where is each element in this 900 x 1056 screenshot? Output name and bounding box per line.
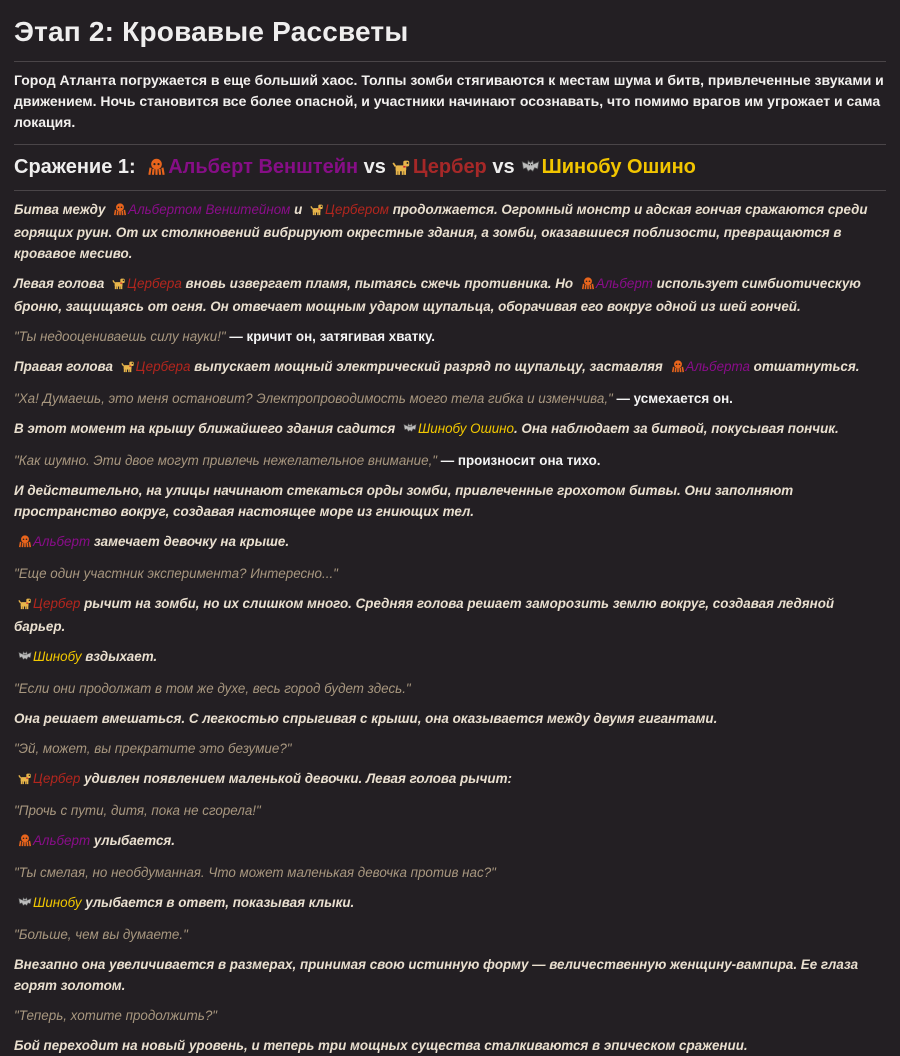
- dog-icon: [310, 201, 324, 222]
- fighter-cerberus: Цербер: [412, 156, 487, 178]
- story-paragraph: [14, 531, 886, 554]
- story-paragraph: [14, 768, 886, 791]
- dog-icon: [121, 358, 135, 379]
- octopus-icon: [113, 201, 127, 222]
- narration-text: . Она наблюдает за битвой, покусывая пончик.: [513, 421, 839, 436]
- fighter-shinobu: Шинобу Ошино: [541, 156, 696, 178]
- bat-icon: [521, 156, 540, 184]
- battle-label: Сражение 1:: [14, 156, 136, 178]
- narration-text: и: [290, 202, 306, 217]
- page-title: Этап 2: Кровавые Рассветы: [14, 16, 409, 47]
- story-paragraph: [14, 273, 886, 317]
- octopus-icon: [147, 156, 166, 184]
- narration-text: И действительно, на улицы начинают стекаться орды зомби, привлеченные грохотом битвы. Они заполняют пространство вокруг, создавая настоящее море из гниющих тел.: [14, 483, 794, 519]
- narration-text: удивлен появлением маленькой девочки. Левая голова рычит:: [80, 771, 512, 786]
- dialogue-quote: "Прочь с пути, дитя, пока не сгорела!": [14, 803, 261, 818]
- bat-icon: [18, 648, 32, 669]
- narration-text: Она решает вмешаться. С легкостью спрыгивая с крыши, она оказывается между двумя гигантами.: [14, 711, 718, 726]
- intro-paragraph: Город Атланта погружается в еще больший хаос. Толпы зомби стягиваются к местам шума и битв, привлеченные звуками и движением. Ночь становится все более опасной, и участники начинают осознавать, что помимо врагов им угрожает и сама локация.: [14, 72, 884, 130]
- story-paragraph: [14, 480, 886, 522]
- bat-icon: [403, 420, 417, 441]
- octopus-icon: [18, 832, 32, 853]
- story: [14, 199, 886, 1056]
- story-paragraph: [14, 593, 886, 637]
- vs-label: vs: [492, 156, 515, 178]
- octopus-icon: [18, 533, 32, 554]
- narration-text: Правая голова: [14, 359, 117, 374]
- story-paragraph: [14, 450, 886, 471]
- dog-icon: [112, 275, 126, 296]
- octopus-icon: [581, 275, 595, 296]
- dialogue-quote: "Теперь, хотите продолжить?": [14, 1008, 218, 1023]
- speech-tag: — усмехается он.: [612, 391, 733, 406]
- character-name-shinobu: Шинобу Ошино: [417, 421, 514, 436]
- dialogue-quote: "Ты смелая, но необдуманная. Что может маленькая девочка против нас?": [14, 865, 496, 880]
- dog-icon: [392, 156, 411, 184]
- character-name-albert: Альберт: [33, 833, 91, 848]
- dialogue-quote: "Ха! Думаешь, это меня остановит? Электропроводимость моего тела гибка и изменчива,": [14, 391, 613, 406]
- dialogue-quote: "Если они продолжат в том же духе, весь город будет здесь.": [14, 681, 411, 696]
- story-paragraph: [14, 418, 886, 441]
- character-name-cerberus: Цербером: [324, 202, 389, 217]
- story-paragraph: [14, 646, 886, 669]
- story-paragraph: [14, 388, 886, 409]
- narration-text: замечает девочку на крыше.: [90, 534, 290, 549]
- divider: [14, 144, 886, 145]
- dialogue-quote: "Еще один участник эксперимента? Интересно...": [14, 566, 338, 581]
- narration-text: улыбается.: [90, 833, 176, 848]
- story-paragraph: [14, 862, 886, 883]
- character-name-albert: Альберта: [685, 359, 750, 374]
- narration-text: продолжается. Огромный монстр и адская гончая сражаются среди горящих руин. От их столкновений вибрируют окрестные здания, а зомби, оказавшиеся поблизости, превращаются в кровавое месиво.: [14, 202, 868, 261]
- story-paragraph: [14, 1035, 886, 1056]
- speech-tag: — произносит она тихо.: [437, 453, 601, 468]
- narration-text: Внезапно она увеличивается в размерах, принимая свою истинную форму — величественную женщину-вампира. Ее глаза горят золотом.: [14, 957, 859, 993]
- story-paragraph: [14, 326, 886, 347]
- dog-icon: [18, 770, 32, 791]
- narration-text: рычит на зомби, но их слишком много. Средняя голова решает заморозить землю вокруг, создавая ледяной барьер.: [14, 596, 835, 634]
- character-name-cerberus: Цербера: [127, 276, 182, 291]
- story-paragraph: [14, 800, 886, 821]
- narration-text: Левая голова: [14, 276, 109, 291]
- fighter-albert: Альберт Венштейн: [168, 156, 359, 178]
- narration-text: улыбается в ответ, показывая клыки.: [81, 895, 355, 910]
- character-name-shinobu: Шинобу: [33, 895, 82, 910]
- story-paragraph: [14, 708, 886, 729]
- story-paragraph: [14, 199, 886, 264]
- character-name-shinobu: Шинобу: [33, 649, 82, 664]
- story-paragraph: [14, 892, 886, 915]
- story-paragraph: [14, 738, 886, 759]
- character-name-albert: Альбертом Венштейном: [128, 202, 291, 217]
- narration-text: В этот момент на крышу ближайшего здания садится: [14, 421, 399, 436]
- narration-text: вздыхает.: [81, 649, 158, 664]
- battle-heading: [14, 153, 886, 184]
- dialogue-quote: "Ты недооцениваешь силу науки!": [14, 329, 226, 344]
- dialogue-quote: "Как шумно. Эти двое могут привлечь нежелательное внимание,": [14, 453, 438, 468]
- character-name-albert: Альберт: [595, 276, 653, 291]
- bat-icon: [18, 894, 32, 915]
- dialogue-quote: "Эй, может, вы прекратите это безумие?": [14, 741, 292, 756]
- narration-text: Битва между: [14, 202, 110, 217]
- story-paragraph: [14, 954, 886, 996]
- dog-icon: [18, 595, 32, 616]
- story-paragraph: [14, 356, 886, 379]
- story-paragraph: [14, 830, 886, 853]
- narration-text: отшатнуться.: [749, 359, 860, 374]
- dialogue-quote: "Больше, чем вы думаете.": [14, 927, 188, 942]
- narration-text: вновь извергает пламя, пытаясь сжечь противника. Но: [181, 276, 577, 291]
- character-name-albert: Альберт: [33, 534, 91, 549]
- octopus-icon: [671, 358, 685, 379]
- narration-text: использует симбиотическую броню, защищаясь от огня. Он отвечает мощным ударом щупальца, оборачивая его вокруг одной из шей гончей.: [14, 276, 861, 314]
- story-paragraph: [14, 563, 886, 584]
- narration-text: Бой переходит на новый уровень, и теперь три мощных существа сталкиваются в эпическом сражении.: [14, 1038, 748, 1053]
- character-name-cerberus: Цербер: [33, 596, 81, 611]
- speech-tag: — кричит он, затягивая хватку.: [225, 329, 435, 344]
- vs-label: vs: [363, 156, 386, 178]
- character-name-cerberus: Цербера: [135, 359, 191, 374]
- story-paragraph: [14, 1005, 886, 1026]
- story-paragraph: [14, 678, 886, 699]
- character-name-cerberus: Цербер: [33, 771, 81, 786]
- divider: [14, 190, 886, 191]
- narration-text: выпускает мощный электрический разряд по щупальцу, заставляя: [190, 359, 667, 374]
- story-paragraph: [14, 924, 886, 945]
- divider: [14, 61, 886, 62]
